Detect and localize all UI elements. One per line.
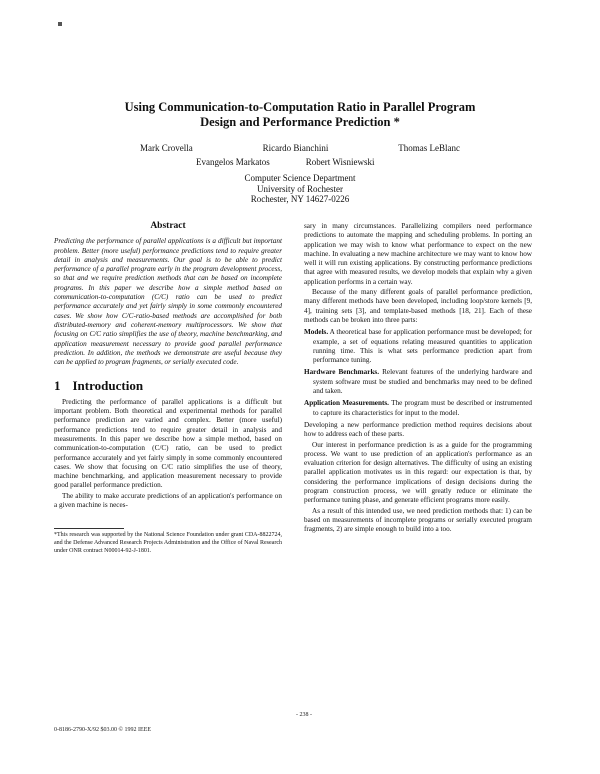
list-text: Relevant features of the underlying hardware and system software must be studied and benchmarks may need to be defined and taken. [313,368,532,396]
footer-copyright: 0-8186-2790-X/92 $03.00 © 1992 IEEE [54,727,152,733]
body-paragraph: Because of the many different goals of parallel performance prediction, many different methods have been developed, including loop/store kernels [9, 4], training sets [3], and template-based methods [18, 21]. Each of these methods can be broken into three parts: [304,288,532,324]
author-name: Ricardo Bianchini [262,143,329,153]
left-column [54,222,282,555]
method-parts-list [304,328,532,418]
author-name: Mark Crovella [140,143,193,153]
section-title: Introduction [72,378,144,394]
footnote: *This research was supported by the National Science Foundation under grant CDA-8822724, and the Defense Advanced Research Projects Administration and the Office of Naval Research under ONR contract N00014-92-J-1801. [54,532,282,554]
intro-paragraph-2: The ability to make accurate predictions of an application's performance on a given machine is neces- [54,491,282,510]
body-paragraph: Developing a new performance prediction method requires decisions about how to address each of these parts. [304,420,532,439]
right-column [304,222,532,536]
list-term: Hardware Benchmarks. [304,368,380,377]
paper-title [60,100,540,130]
page-number: - 238 - [296,712,312,718]
title-line-1: Using Communication-to-Computation Ratio in Parallel Program [124,100,476,114]
page-mark [58,22,62,26]
author-name: Evangelos Markatos [196,157,270,167]
list-text: The program must be described or instrumented to capture its characteristics for input to the model. [313,399,532,417]
author-name: Robert Wisniewski [305,157,375,167]
body-paragraph: sary in many circumstances. Parallelizing compilers need performance predictions to automate the mapping and scheduling problems. In porting an application we may wish to know what performance to expect on the new machine. In evaluating a new machine architecture we may want to know how well it will run existing applications. By constructing performance predictions that agree with measured results, we develop models that explain why a given application performs in a certain way. [304,222,532,286]
author-name: Thomas LeBlanc [398,143,460,153]
affiliation-city: Rochester, NY 14627-0226 [250,194,350,204]
affiliation-university: University of Rochester [257,183,343,194]
list-term: Application Measurements. [304,399,389,408]
affiliation [180,173,420,205]
intro-paragraph-1: Predicting the performance of parallel applications is a difficult but important problem. Both theoretical and experimental methods for parallel performance prediction are varied and complex. Better (more useful) performance predictions tend to require greater detail in analysis and measurements. In this paper we describe how a simple method, based on communication-to-computation (C/C) ratio, can be used to predict performance accurately and yet fairly simply in some commonly encountered cases. We show that focusing on C/C ratio simplifies the use of theory, machine benchmarking, and application measurement necessary to provide good parallel performance prediction. [54,397,282,490]
list-item [304,328,532,365]
list-item [304,368,532,396]
affiliation-dept: Computer Science Department [244,173,356,183]
list-item [304,399,532,418]
body-paragraph: As a result of this intended use, we need prediction methods that: 1) can be based on measurements of incomplete programs or serially executed program fragments, 2) are simple enough to build into a too. [304,506,532,534]
list-text: A theoretical base for application performance must be developed; for example, a set of equations relating measured quantities to application running time. This is what sets performance prediction apart from performance tuning. [313,328,532,365]
body-paragraph: Our interest in performance prediction is as a guide for the programming process. We want to use prediction of an application's performance as an evaluation criterion for design alternatives. The difficulty of using an existing parallel application motivates us in this regard: our expectation is that, by considering the performance implications of design decisions during the program construction process, we will greatly reduce or eliminate the performance tuning phase, and generate efficient programs more easily. [304,440,532,505]
title-line-2: Design and Performance Prediction * [200,115,400,129]
footnote-rule [54,528,124,529]
abstract-text: Predicting the performance of parallel applications is a difficult but important problem. Better (more useful) performance predictions tend to require greater detail in analysis and measurements. Our goal is to be able to predict performance of a parallel program early in the program development process, so that and we require prediction methods that can be based on incomplete programs. In this paper we describe how a simple method based on communication-to-computation (C/C) ratio can be used to predict performance accurately and yet fairly simply in some commonly encountered cases. We show how C/C-ratio-based methods are accomplished for both distributed-memory and coherent-memory multiprocessors. We show that focusing on C/C ratio simplifies the use of theory, machine benchmarking, and application measurement necessary to provide good parallel performance prediction. In addition, the methods we demonstrate are useful because they can be applied to program fragments, or serially executed code. [54,237,282,367]
section-number: 1 [54,378,61,394]
author-row-1 [140,141,460,155]
abstract-heading: Abstract [150,221,186,231]
author-list [140,141,460,169]
author-row-2 [140,155,460,169]
section-heading-introduction [54,378,282,394]
list-term: Models. [304,328,329,337]
